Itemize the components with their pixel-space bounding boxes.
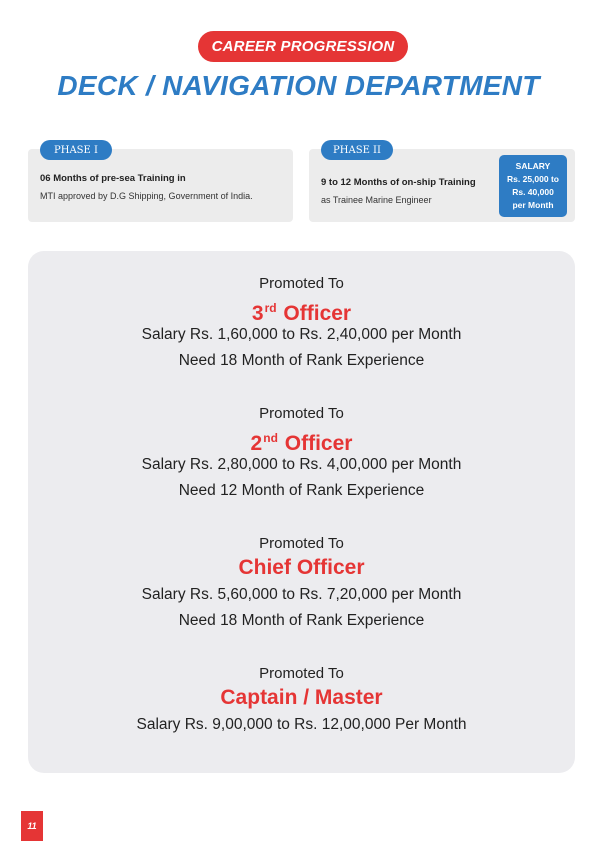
phase-2-salary-box [499,155,567,217]
promotion-second-officer [28,404,575,504]
page-number: 11 [21,811,43,841]
experience-text: Need 12 Month of Rank Experience [178,482,425,499]
rank-number: 3 [251,302,264,325]
salary-text: Salary Rs. 1,60,000 to Rs. 2,40,000 per Month [141,326,462,343]
salary-period: per Month [512,200,554,210]
rank-title: Captain / Master [220,686,383,709]
salary-label: SALARY [515,161,551,171]
salary-range-to: Rs. 40,000 [512,187,554,197]
phase-2-card [309,144,575,222]
rank-number: 2 [250,432,263,455]
rank-name: Officer [283,302,352,325]
promotion-chief-officer [28,534,575,634]
page-title: DECK / NAVIGATION DEPARTMENT [57,70,540,101]
phase-2-tag: PHASE II [321,140,393,160]
salary-text: Salary Rs. 2,80,000 to Rs. 4,00,000 per Month [141,456,462,473]
salary-text: Salary Rs. 5,60,000 to Rs. 7,20,000 per Month [141,586,462,603]
phase-1-tag: PHASE I [40,140,112,160]
rank-suffix: nd [263,431,278,445]
experience-text: Need 18 Month of Rank Experience [178,352,425,369]
rank-suffix: rd [264,301,277,315]
promoted-to-label: Promoted To [259,665,344,682]
rank-title [28,294,575,325]
phase-2-description: as Trainee Marine Engineer [321,195,432,205]
phase-1-duration: 06 Months of pre-sea Training in [40,173,186,184]
promotion-third-officer [28,274,575,374]
promoted-to-label: Promoted To [259,275,344,292]
phase-1-description: MTI approved by D.G Shipping, Government of India. [40,191,253,201]
section-badge: CAREER PROGRESSION [198,31,408,62]
promotion-captain-master [28,664,575,738]
promoted-to-label: Promoted To [259,535,344,552]
rank-name: Officer [284,432,353,455]
phase-1-card [28,144,293,222]
salary-text: Salary Rs. 9,00,000 to Rs. 12,00,000 Per Month [136,716,467,733]
phase-2-duration: 9 to 12 Months of on-ship Training [321,177,476,188]
rank-title [28,424,575,455]
salary-range-from: Rs. 25,000 to [507,174,559,184]
promoted-to-label: Promoted To [259,405,344,422]
experience-text: Need 18 Month of Rank Experience [178,612,425,629]
rank-title: Chief Officer [238,556,365,579]
promotions-panel [28,251,575,773]
